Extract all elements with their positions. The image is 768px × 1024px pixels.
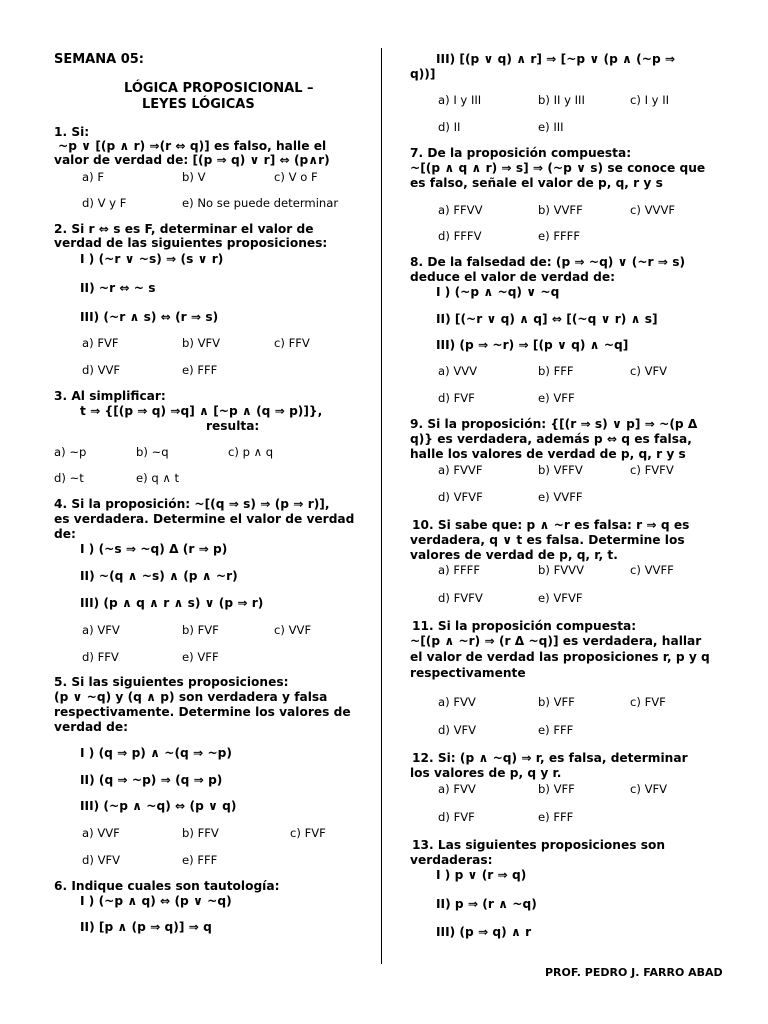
q3-option-e: e) q ∧ t: [136, 471, 180, 485]
q11-option-a: a) FVV: [438, 695, 476, 709]
q9-option-b: b) VFFV: [538, 463, 583, 477]
q8-option-b: b) FFF: [538, 364, 574, 378]
q2-option-c: c) FFV: [274, 336, 310, 350]
q10-line1: 10. Si sabe que: p ∧ ~r es falsa: r ⇒ q es: [412, 518, 690, 532]
author-footer: PROF. PEDRO J. FARRO ABAD: [545, 966, 723, 979]
q2-option-e: e) FFF: [182, 363, 218, 377]
q6-line1: 6. Indique cuales son tautología:: [54, 879, 280, 893]
q8-option-d: d) FVF: [438, 391, 475, 405]
q12-option-c: c) VFV: [630, 782, 668, 796]
q1-option-b: b) V: [182, 170, 206, 184]
q9-line3: halle los valores de verdad de p, q, r y s: [410, 447, 686, 461]
q2-item1: I ) (~r ∨ ~s) ⇒ (s ∨ r): [80, 252, 224, 266]
q13-item1: I ) p ∨ (r ⇒ q): [436, 868, 527, 882]
q7-option-c: c) VVVF: [630, 203, 676, 217]
q5-option-e: e) FFF: [182, 853, 218, 867]
q2-option-d: d) VVF: [82, 363, 121, 377]
q9-option-d: d) VFVF: [438, 490, 483, 504]
q4-option-b: b) FVF: [182, 623, 219, 637]
q1-option-e: e) No se puede determinar: [182, 196, 339, 210]
q8-option-e: e) VFF: [538, 391, 575, 405]
q12-option-a: a) FVV: [438, 782, 476, 796]
q2-option-a: a) FVF: [82, 336, 119, 350]
q5-option-b: b) FFV: [182, 826, 219, 840]
q1-option-d: d) V y F: [82, 196, 127, 210]
q3-option-b: b) ~q: [136, 445, 169, 459]
q9-option-e: e) VVFF: [538, 490, 583, 504]
q8-item1: I ) (~p ∧ ~q) ∨ ~q: [436, 285, 560, 299]
q13-line1: 13. Las siguientes proposiciones son: [412, 838, 666, 852]
q1-option-a: a) F: [82, 170, 104, 184]
q6-item2: II) [p ∧ (p ⇒ q)] ⇒ q: [80, 920, 212, 934]
q8-item3: III) (p ⇒ ~r) ⇒ [(p ∨ q) ∧ ~q]: [436, 338, 629, 352]
q9-option-c: c) FVFV: [630, 463, 674, 477]
q5-option-a: a) VVF: [82, 826, 120, 840]
q7-line1: 7. De la proposición compuesta:: [410, 146, 632, 160]
q6-option-a: a) I y III: [438, 93, 482, 107]
q8-option-a: a) VVV: [438, 364, 478, 378]
q6-option-b: b) II y III: [538, 93, 585, 107]
q1-line2: ~p ∨ [(p ∧ r) ⇒(r ⇔ q)] es falso, halle el: [58, 139, 327, 153]
q2-line2: verdad de las siguientes proposiciones:: [54, 236, 328, 250]
q2-line1: 2. Si r ⇔ s es F, determinar el valor de: [54, 222, 314, 236]
q7-option-e: e) FFFF: [538, 229, 581, 243]
q7-option-d: d) FFFV: [438, 229, 482, 243]
q4-line2: es verdadera. Determine el valor de verdad: [54, 512, 355, 526]
q3-option-c: c) p ∧ q: [228, 445, 274, 459]
q4-option-a: a) VFV: [82, 623, 120, 637]
week-label: SEMANA 05:: [54, 52, 144, 67]
q8-line2: deduce el valor de verdad de:: [410, 270, 616, 284]
q4-option-e: e) VFF: [182, 650, 219, 664]
q2-item3: III) (~r ∧ s) ⇔ (r ⇒ s): [80, 310, 219, 324]
q1-option-c: c) V o F: [274, 170, 318, 184]
q5-line2: (p ∨ ~q) y (q ∧ p) son verdadera y falsa: [54, 690, 328, 704]
q9-line1: 9. Si la proposición: {[(r ⇒ s) ∨ p] ⇒ ~(p Δ: [410, 417, 698, 431]
q6-option-d: d) II: [438, 120, 461, 134]
q11-option-c: c) FVF: [630, 695, 666, 709]
q4-item2: II) ~(q ∧ ~s) ∧ (p ∧ ~r): [80, 569, 238, 583]
q11-line3: el valor de verdad las proposiciones r, p y q: [410, 650, 710, 664]
q3-line3: resulta:: [206, 419, 260, 433]
q10-line3: valores de verdad de p, q, r, t.: [410, 548, 618, 562]
q6-option-e: e) III: [538, 120, 564, 134]
q10-option-b: b) FVVV: [538, 563, 585, 577]
q13-item3: III) (p ⇒ q) ∧ r: [436, 925, 532, 939]
title-line-1: LÓGICA PROPOSICIONAL –: [124, 81, 314, 96]
q7-option-a: a) FFVV: [438, 203, 483, 217]
q4-option-c: c) VVF: [274, 623, 312, 637]
q6-item1: I ) (~p ∧ q) ⇔ (p ∨ ~q): [80, 894, 232, 908]
q3-line1: 3. Al simplificar:: [54, 389, 166, 403]
q12-option-b: b) VFF: [538, 782, 575, 796]
q5-item1: I ) (q ⇒ p) ∧ ~(q ⇒ ~p): [80, 746, 232, 760]
q6-option-c: c) I y II: [630, 93, 670, 107]
q11-line4: respectivamente: [410, 666, 526, 680]
q5-line1: 5. Si las siguientes proposiciones:: [54, 675, 289, 689]
q12-line2: los valores de p, q y r.: [410, 766, 562, 780]
q13-item2: II) p ⇒ (r ∧ ~q): [436, 897, 537, 911]
q4-option-d: d) FFV: [82, 650, 119, 664]
q9-option-a: a) FVVF: [438, 463, 483, 477]
column-divider: [381, 48, 382, 964]
q1-line1: 1. Si:: [54, 125, 90, 139]
q1-line3: valor de verdad de: [(p ⇒ q) ∨ r] ⇔ (p∧r): [54, 153, 330, 167]
q5-line3: respectivamente. Determine los valores de: [54, 705, 351, 719]
q10-option-c: c) VVFF: [630, 563, 674, 577]
q8-option-c: c) VFV: [630, 364, 668, 378]
q4-line1: 4. Si la proposición: ~[(q ⇒ s) ⇒ (p ⇒ r)],: [54, 497, 330, 511]
q3-option-d: d) ~t: [54, 471, 84, 485]
q7-line3: es falso, señale el valor de p, q, r y s: [410, 176, 663, 190]
q5-item2: II) (q ⇒ ~p) ⇒ (q ⇒ p): [80, 773, 223, 787]
q10-option-d: d) FVFV: [438, 591, 483, 605]
q8-line1: 8. De la falsedad de: (p ⇒ ~q) ∨ (~r ⇒ s): [410, 255, 686, 269]
q5-option-d: d) VFV: [82, 853, 121, 867]
q4-item1: I ) (~s ⇒ ~q) Δ (r ⇒ p): [80, 542, 228, 556]
q4-line3: de:: [54, 527, 76, 541]
q5-item3: III) (~p ∧ ~q) ⇔ (p ∨ q): [80, 799, 237, 813]
q2-option-b: b) VFV: [182, 336, 221, 350]
q10-option-e: e) VFVF: [538, 591, 583, 605]
q3-option-a: a) ~p: [54, 445, 87, 459]
q3-line2: t ⇒ {[(p ⇒ q) ⇒q] ∧ [~p ∧ (q ⇒ p)]},: [80, 404, 323, 418]
q5-line4: verdad de:: [54, 720, 128, 734]
q7-option-b: b) VVFF: [538, 203, 583, 217]
q11-option-d: d) VFV: [438, 723, 477, 737]
title-line-2: LEYES LÓGICAS: [142, 97, 255, 112]
q6-item3a: III) [(p ∨ q) ∧ r] ⇒ [~p ∨ (p ∧ (~p ⇒: [436, 52, 676, 66]
q9-line2: q)} es verdadera, además p ⇔ q es falsa,: [410, 432, 692, 446]
q10-line2: verdadera, q ∨ t es falsa. Determine los: [410, 533, 685, 547]
q11-line2: ~[(p ∧ ~r) ⇒ (r Δ ~q)] es verdadera, hallar: [410, 634, 702, 648]
q12-option-e: e) FFF: [538, 810, 574, 824]
q10-option-a: a) FFFF: [438, 563, 480, 577]
q7-line2: ~[(p ∧ q ∧ r) ⇒ s] ⇒ (~p ∨ s) se conoce que: [410, 161, 706, 175]
q2-item2: II) ~r ⇔ ~ s: [80, 281, 156, 295]
q11-option-e: e) FFF: [538, 723, 574, 737]
q11-line1: 11. Si la proposición compuesta:: [412, 619, 637, 633]
q5-option-c: c) FVF: [290, 826, 326, 840]
q12-line1: 12. Si: (p ∧ ~q) ⇒ r, es falsa, determinar: [412, 751, 688, 765]
q8-item2: II) [(~r ∨ q) ∧ q] ⇔ [(~q ∨ r) ∧ s]: [436, 312, 658, 326]
q13-line2: verdaderas:: [410, 853, 493, 867]
q11-option-b: b) VFF: [538, 695, 575, 709]
q12-option-d: d) FVF: [438, 810, 475, 824]
q4-item3: III) (p ∧ q ∧ r ∧ s) ∨ (p ⇒ r): [80, 596, 264, 610]
q6-item3b: q))]: [410, 67, 436, 81]
